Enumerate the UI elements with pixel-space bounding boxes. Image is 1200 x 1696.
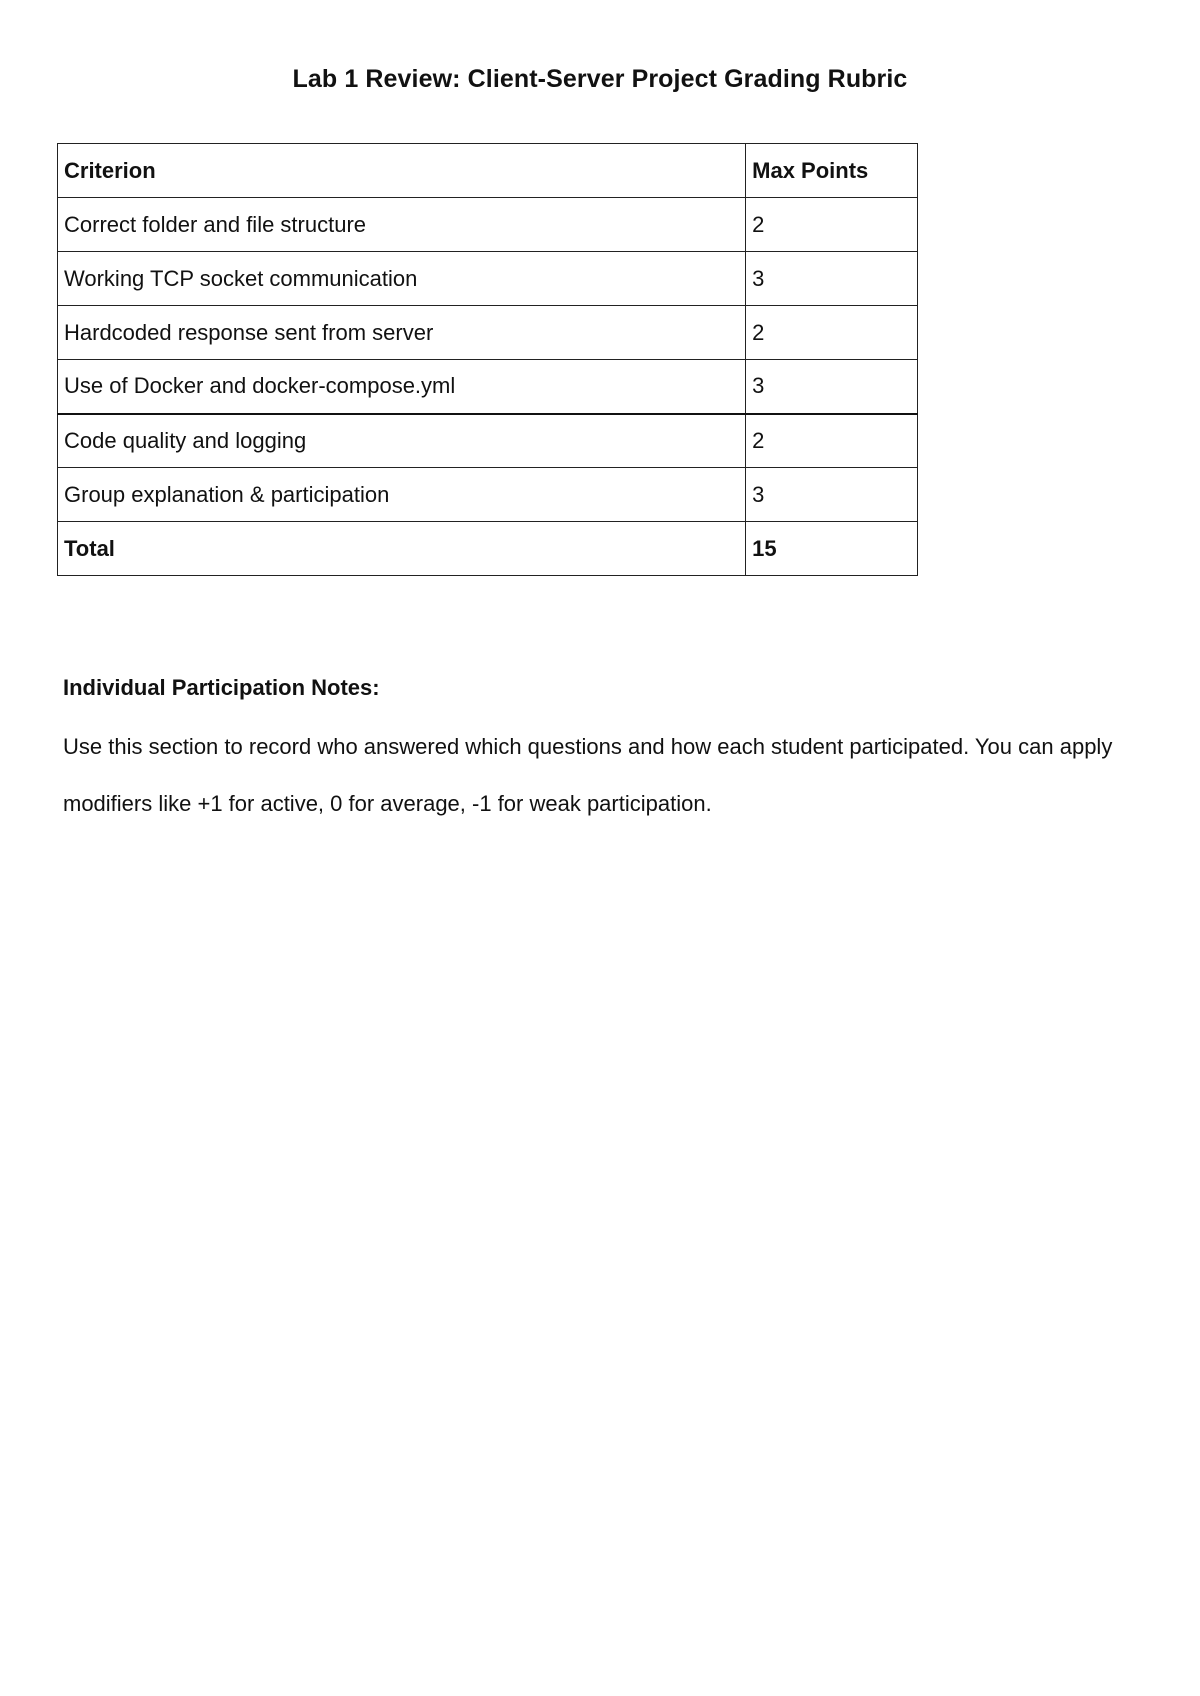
header-max-points: Max Points <box>746 144 918 198</box>
total-label: Total <box>58 522 746 576</box>
criterion-cell: Code quality and logging <box>58 414 746 468</box>
document-title: Lab 1 Review: Client-Server Project Grading Rubric <box>292 65 908 93</box>
max-points-cell: 2 <box>746 198 918 252</box>
max-points-cell: 3 <box>746 468 918 522</box>
table-row <box>58 252 918 306</box>
criterion-cell: Working TCP socket communication <box>58 252 746 306</box>
criterion-cell: Hardcoded response sent from server <box>58 306 746 360</box>
table-row <box>58 360 918 414</box>
table-header-row <box>58 144 918 198</box>
criterion-cell: Group explanation & participation <box>58 468 746 522</box>
header-criterion: Criterion <box>58 144 746 198</box>
table-row <box>58 198 918 252</box>
table-row <box>58 306 918 360</box>
participation-notes-heading: Individual Participation Notes: <box>63 675 380 700</box>
table-row <box>58 468 918 522</box>
table-row <box>58 414 918 468</box>
grading-rubric-table <box>57 143 918 576</box>
total-value: 15 <box>746 522 918 576</box>
max-points-cell: 2 <box>746 414 918 468</box>
max-points-cell: 3 <box>746 360 918 414</box>
participation-notes-body: Use this section to record who answered which questions and how each student participated. You can apply modifiers like +1 for active, 0 for average, -1 for weak participation. <box>63 734 1113 816</box>
criterion-cell: Use of Docker and docker-compose.yml <box>58 360 746 414</box>
criterion-cell: Correct folder and file structure <box>58 198 746 252</box>
max-points-cell: 2 <box>746 306 918 360</box>
total-row <box>58 522 918 576</box>
max-points-cell: 3 <box>746 252 918 306</box>
